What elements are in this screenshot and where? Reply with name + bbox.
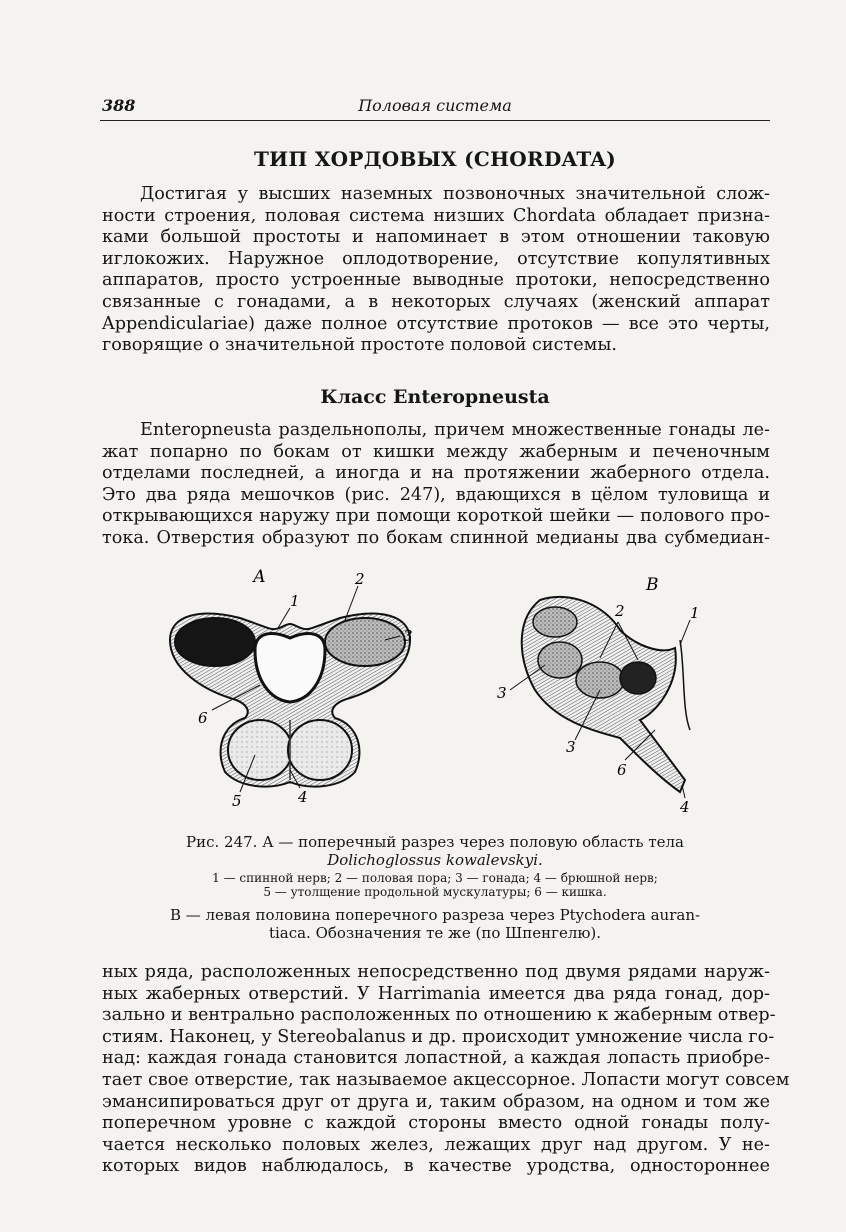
label-b-2: 2 xyxy=(615,602,625,620)
panel-b-drawing xyxy=(510,597,690,798)
text-line: стиям. Наконец, у Stereobalanus и др. происходит умножение числа го- xyxy=(102,1026,775,1047)
text-line: связанные с гонадами, а в некоторых случаях (женский аппарат xyxy=(102,291,770,312)
text-line: чается несколько половых желез, лежащих друг над другом. У не- xyxy=(102,1134,770,1155)
caption-line: Рис. 247. А — поперечный разрез через половую область тела xyxy=(186,833,684,851)
page-number: 388 xyxy=(102,96,136,115)
text-line: Достигая у высших наземных позвоночных значительной слож- xyxy=(140,184,770,204)
label-a-1: 1 xyxy=(290,592,300,610)
label-b-4: 4 xyxy=(680,798,690,816)
text-line: которых видов наблюдалось, в качестве уродства, одностороннее xyxy=(102,1156,770,1177)
figure-caption xyxy=(140,833,730,869)
chapter-title: ТИП ХОРДОВЫХ (CHORDATA) xyxy=(254,147,616,171)
continuation-paragraph xyxy=(102,962,790,1178)
text-line: ных жаберных отверстий. У Harrimania имеется два ряда гонад, дор- xyxy=(102,983,770,1004)
text-line: тает свое отверстие, так называемое акцессорное. Лопасти могут совсем xyxy=(102,1069,790,1090)
text-line: аппаратов, просто устроенные выводные протоки, непосредственно xyxy=(102,270,770,291)
intro-paragraph xyxy=(102,184,770,357)
figure-caption-b xyxy=(140,906,730,942)
caption-species: Dolichoglossus kowalevskyi. xyxy=(327,851,543,869)
class-heading: Класс Enteropneusta xyxy=(320,386,550,408)
label-a-6: 6 xyxy=(198,709,208,727)
figure-legend xyxy=(140,871,730,899)
legend-line: 1 — спинной нерв; 2 — половая пора; 3 — гонада; 4 — брюшной нерв; xyxy=(212,871,658,885)
figure-247 xyxy=(160,560,720,820)
text-line: ных ряда, расположенных непосредственно под двумя рядами наруж- xyxy=(102,962,770,982)
label-a-4: 4 xyxy=(298,788,308,806)
panel-b-label: В xyxy=(646,575,659,595)
panel-a-drawing xyxy=(170,586,410,792)
text-line: эмансипироваться друг от друга и, таким образом, на одном и том же xyxy=(102,1091,770,1112)
text-line: Enteropneusta раздельнополы, причем множественные гонады ле- xyxy=(140,420,770,440)
text-line: поперечном уровне с каждой стороны вместо одной гонады полу- xyxy=(102,1113,770,1134)
label-b-6: 6 xyxy=(617,761,627,779)
text-line: открывающихся наружу при помощи короткой шейки — полового про- xyxy=(102,506,770,527)
text-line: зально и вентрально расположенных по отношению к жаберным отвер- xyxy=(102,1005,776,1026)
label-a-5: 5 xyxy=(232,792,242,810)
caption-line: В — левая половина поперечного разреза через Ptychodera auran- xyxy=(169,906,701,924)
caption-line: tiaca. Обозначения те же (по Шпенгелю). xyxy=(268,924,602,942)
text-line: Это два ряда мешочков (рис. 247), вдающихся в цёлом туловища и xyxy=(102,484,770,505)
label-b-1: 1 xyxy=(690,604,700,622)
legend-line: 5 — утолщение продольной мускулатуры; 6 — кишка. xyxy=(263,885,607,899)
text-line: говорящие о значительной простоте половой системы. xyxy=(102,335,617,356)
text-line: жат попарно по бокам от кишки между жаберным и печеночным xyxy=(102,441,770,462)
label-b-3-lower: 3 xyxy=(566,738,576,756)
text-line: тока. Отверстия образуют по бокам спинной медианы два субмедиан- xyxy=(102,527,770,548)
running-title: Половая система xyxy=(358,96,512,115)
text-line: иглокожих. Наружное оплодотворение, отсутствие копулятивных xyxy=(102,248,770,269)
text-line: над: каждая гонада становится лопастной, а каждая лопасть приобре- xyxy=(102,1048,770,1069)
text-line: Appendiculariae) даже полное отсутствие протоков — все это черты, xyxy=(102,313,770,334)
label-b-3-left: 3 xyxy=(497,684,507,702)
text-line: ности строения, половая система низших Chordata обладает призна- xyxy=(102,205,770,226)
text-line: отделами последней, а иногда и на протяжении жаберного отдела. xyxy=(102,463,770,484)
label-a-3: 3 xyxy=(403,627,413,645)
panel-a-label: А xyxy=(253,567,266,587)
label-a-2: 2 xyxy=(355,570,365,588)
text-line: ками большой простоты и напоминает в этом отношении таковую xyxy=(102,227,770,248)
class-paragraph xyxy=(102,420,770,550)
running-header xyxy=(100,92,770,121)
